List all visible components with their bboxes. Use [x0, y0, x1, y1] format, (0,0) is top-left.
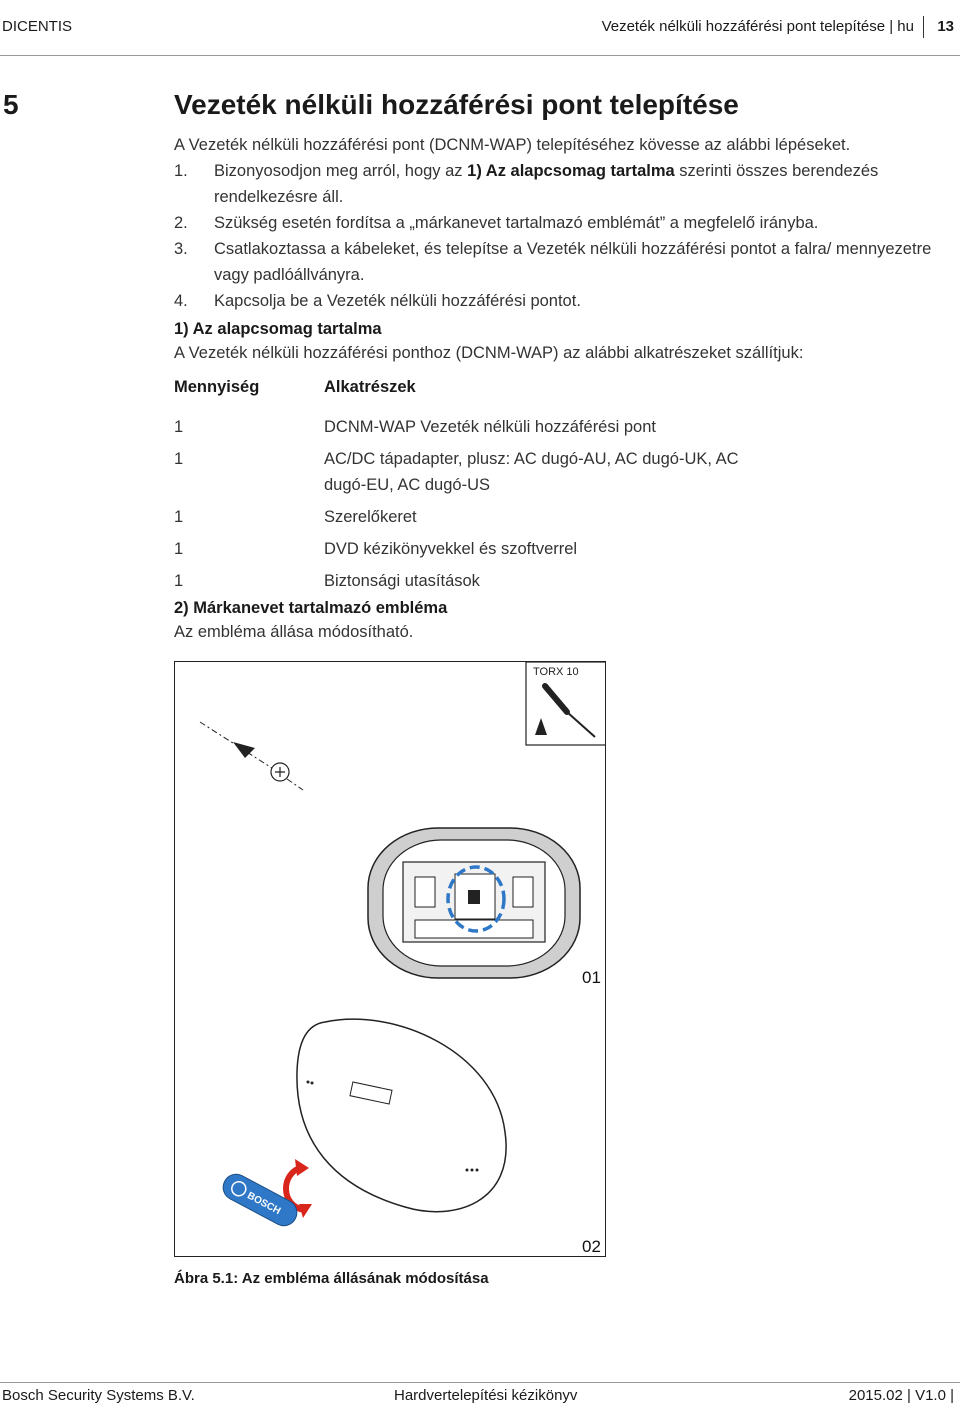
table-row — [174, 562, 914, 594]
step-list — [174, 158, 954, 314]
step-number: 2. — [174, 214, 188, 232]
header-page-number: 13 — [937, 18, 954, 35]
chapter-title: Vezeték nélküli hozzáférési pont telepítése — [174, 89, 739, 120]
cell-quantity: 1 — [174, 572, 184, 590]
cell-part: DCNM-WAP Vezeték nélküli hozzáférési pont — [324, 418, 656, 436]
step-text: Csatlakoztassa a kábeleket, és telepítse a Vezeték nélküli hozzáférési pontot a falra/ mennyezetre vagy padlóállványra. — [214, 240, 932, 284]
section2-heading: 2) Márkanevet tartalmazó embléma — [174, 599, 448, 617]
table-header-row — [174, 378, 914, 408]
cell-quantity: 1 — [174, 508, 184, 526]
tool-label: TORX 10 — [533, 666, 579, 678]
step-item — [174, 158, 954, 210]
label-02: 02 — [582, 1237, 601, 1256]
figure-caption: Ábra 5.1: Az embléma állásának módosítása — [174, 1270, 489, 1287]
step-number: 3. — [174, 240, 188, 258]
table-row — [174, 408, 914, 440]
step-item — [174, 236, 954, 288]
footer-manual: Hardvertelepítési kézikönyv — [394, 1387, 578, 1404]
intro-text: A Vezeték nélküli hozzáférési pont (DCNM-WAP) telepítéséhez kövesse az alábbi lépéseket. — [174, 136, 851, 154]
step-text: Szükség esetén fordítsa a „márkanevet tartalmazó emblémát” a megfelelő irányba. — [214, 214, 819, 232]
label-01: 01 — [582, 968, 601, 987]
footer-version: 2015.02 | V1.0 | — [848, 1387, 954, 1404]
footer-company: Bosch Security Systems B.V. — [2, 1387, 195, 1404]
table-row — [174, 530, 914, 562]
step-number: 1. — [174, 162, 188, 180]
device-back-view — [368, 828, 580, 978]
section1-heading: 1) Az alapcsomag tartalma — [174, 320, 382, 338]
step-number: 4. — [174, 292, 188, 310]
header-separator — [923, 16, 924, 38]
section1-text: A Vezeték nélküli hozzáférési ponthoz (DCNM-WAP) az alábbi alkatrészeket szállítjuk: — [174, 344, 804, 362]
page-header — [0, 0, 960, 56]
axis-line-end — [287, 779, 303, 790]
logo-text: BOSCH — [245, 1190, 283, 1218]
figure-frame — [174, 661, 606, 1257]
cell-part: Szerelőkeret — [324, 508, 417, 526]
column-header-parts: Alkatrészek — [324, 378, 416, 396]
table-row — [174, 498, 914, 530]
cell-part: DVD kézikönyvekkel és szoftverrel — [324, 540, 578, 558]
table-row — [174, 440, 914, 498]
cell-quantity: 1 — [174, 450, 184, 468]
device-front-view — [297, 1019, 506, 1212]
step-text-end: szerinti összes berendezés rendelkezésre áll. — [214, 162, 879, 206]
page-footer — [0, 1382, 960, 1405]
cell-part: AC/DC tápadapter, plusz: AC dugó-AU, AC dugó-UK, AC dugó-EU, AC dugó-US — [324, 450, 739, 494]
parts-table — [174, 378, 914, 594]
cell-quantity: 1 — [174, 540, 184, 558]
cell-quantity: 1 — [174, 418, 184, 436]
column-header-quantity: Mennyiség — [174, 378, 260, 396]
footer-rule — [0, 1382, 960, 1383]
step-text: Bizonyosodjon meg arról, hogy az — [214, 162, 468, 180]
step-text: Kapcsolja be a Vezeték nélküli hozzáférési pontot. — [214, 292, 581, 310]
header-section: Vezeték nélküli hozzáférési pont telepítése | hu — [601, 18, 914, 35]
step-reference-link[interactable]: 1) Az alapcsomag tartalma — [467, 162, 675, 180]
cell-part: Biztonsági utasítások — [324, 572, 480, 590]
screw-icon — [271, 763, 289, 781]
figure-illustration — [175, 662, 605, 1256]
chapter-number: 5 — [3, 89, 19, 120]
header-product: DICENTIS — [2, 18, 73, 35]
step-item — [174, 210, 954, 236]
step-item — [174, 288, 954, 314]
header-rule — [0, 55, 960, 56]
section2-text: Az embléma állása módosítható. — [174, 623, 414, 641]
